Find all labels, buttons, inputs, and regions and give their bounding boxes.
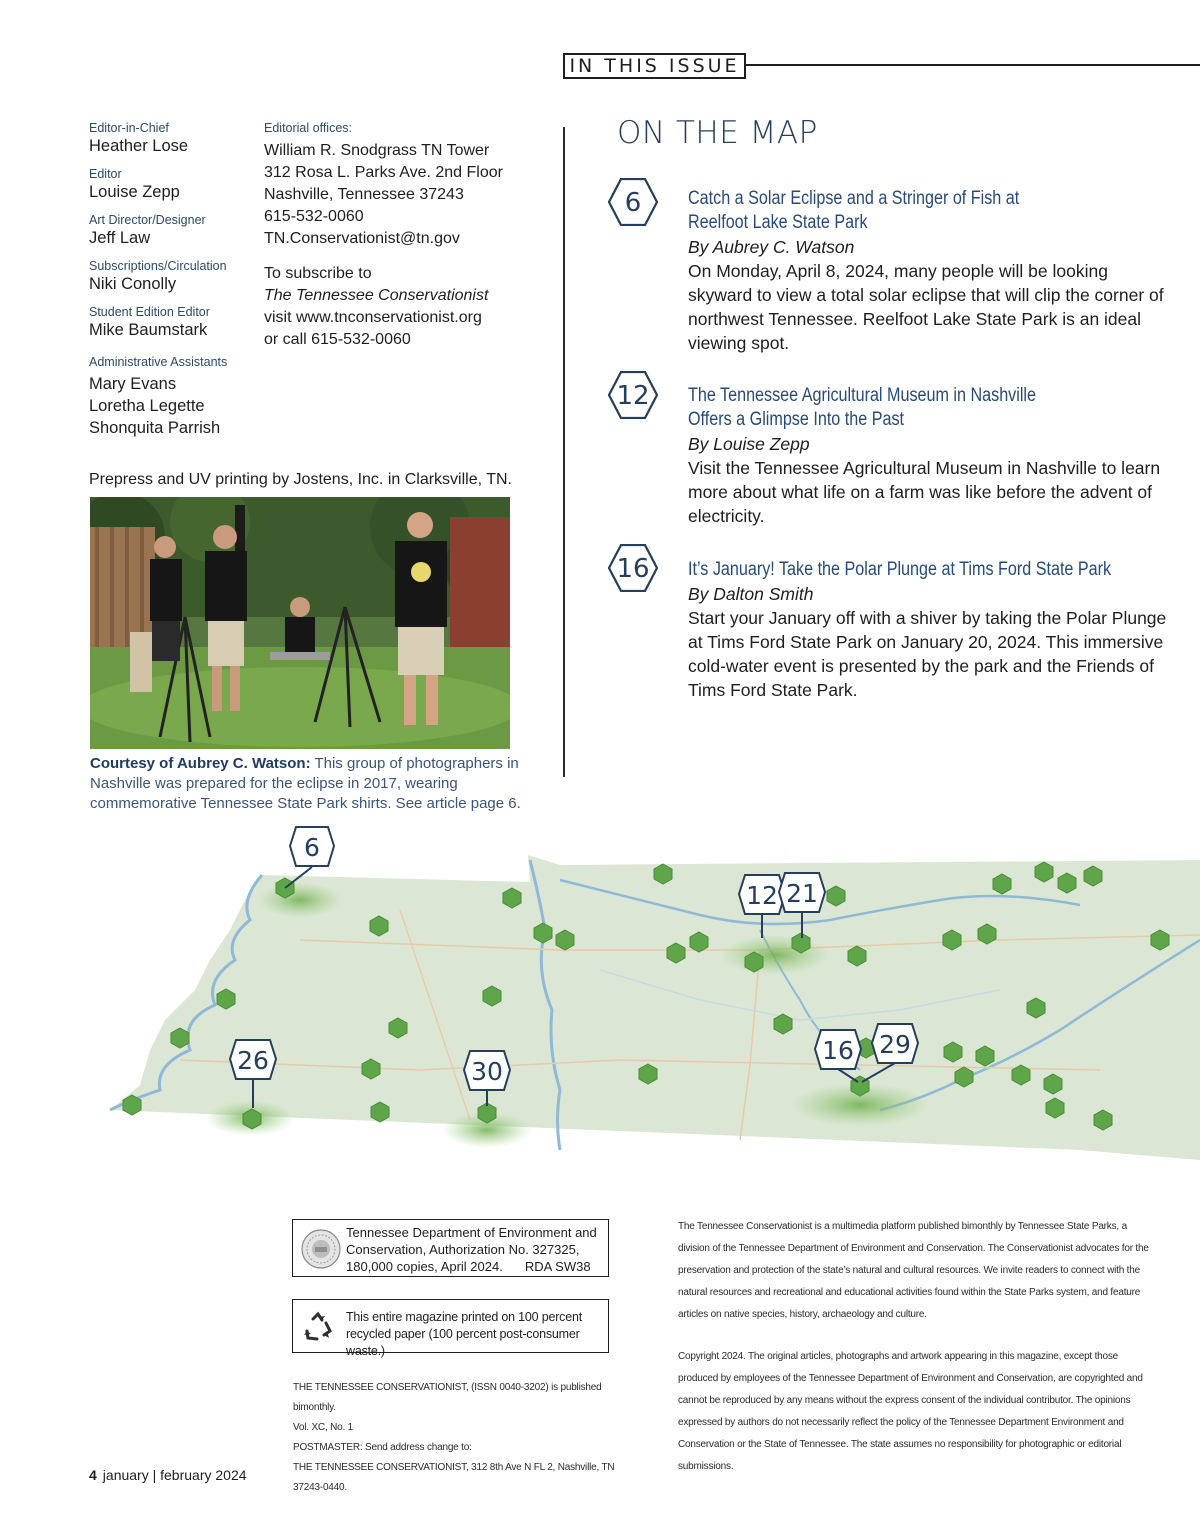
eclipse-photographers-photo [90, 497, 510, 749]
office-email[interactable]: TN.Conservationist@tn.gov [264, 230, 460, 247]
postal-information [293, 1378, 623, 1498]
rda-code: RDA SW38 [524, 1259, 591, 1274]
publication-statement [678, 1216, 1158, 1498]
recycled-paper-box [292, 1299, 609, 1358]
masthead-editor-in-chief [89, 121, 259, 157]
article-entry[interactable] [608, 178, 1168, 355]
masthead-admin-assistants [89, 355, 259, 439]
map-marker-label: 16 [822, 1036, 854, 1065]
tennessee-state-parks-map [0, 820, 1200, 1180]
role-label: Editor-in-Chief [89, 121, 169, 135]
editorial-offices [264, 121, 544, 351]
article-title[interactable]: Catch a Solar Eclipse and a Stringer of Fish at [688, 188, 1020, 209]
subscribe-phone: or call 615-532-0060 [264, 331, 411, 348]
authorization-line: Conservation, Authorization No. 327325, [346, 1242, 580, 1257]
office-address-line: Nashville, Tennessee 37243 [264, 186, 464, 203]
staff-name: Heather Lose [89, 137, 189, 155]
about-paragraph: The Tennessee Conservationist is a multimedia platform published bimonthly by Tennessee State Parks, a division of the Tennessee Department of Environment and Conservation. The Conservationist advocates for the preservation and protection of the state’s natural and cultural resources. We invite readers to connect with the natural resources and recreational and educational activities found within the State Parks system, and feature articles on native species, history, archaeology and culture. [678, 1221, 1149, 1320]
page-number: 6 [624, 188, 642, 218]
authorization-text [346, 1224, 606, 1275]
recycled-line: This entire magazine printed on 100 percent [346, 1310, 582, 1324]
role-label: Editor [89, 167, 122, 181]
role-label: Subscriptions/Circulation [89, 259, 227, 273]
postal-line: THE TENNESSEE CONSERVATIONIST, 312 8th Ave N FL 2, Nashville, TN 37243-0440. [293, 1462, 615, 1493]
offices-label: Editorial offices: [264, 121, 353, 135]
page-folio [89, 1467, 247, 1483]
article-title[interactable]: The Tennessee Agricultural Museum in Nashville [688, 385, 1037, 406]
recycled-line: recycled paper (100 percent post-consumer waste.) [346, 1327, 580, 1358]
header-rule [745, 64, 1200, 66]
postal-line: POSTMASTER: Send address change to: [293, 1442, 472, 1453]
map-marker-label: 21 [786, 879, 818, 908]
map-marker-label: 29 [879, 1030, 911, 1059]
postal-line: Vol. XC, No. 1 [293, 1422, 354, 1433]
photo-caption-text: This group of photographers in Nashville was prepared for the eclipse in 2017, wearing commemorative Tennessee State Park shirts. See article page 6. [90, 755, 521, 812]
subscribe-line: To subscribe to [264, 265, 372, 282]
article-title-line2[interactable]: Offers a Glimpse Into the Past [688, 409, 905, 430]
page-number: 12 [616, 381, 650, 411]
state-seal-icon [301, 1229, 341, 1269]
staff-name: Mike Baumstark [89, 321, 208, 339]
folio-page-number: 4 [89, 1467, 97, 1483]
on-the-map-title: ON THE MAP [617, 115, 818, 151]
article-title[interactable]: It’s January! Take the Polar Plunge at Tims Ford State Park [688, 559, 1112, 580]
authorization-line: Tennessee Department of Environment and [346, 1225, 597, 1240]
article-entry[interactable] [608, 371, 1168, 528]
staff-name: Loretha Legette [89, 397, 205, 415]
article-title-line2[interactable]: Reelfoot Lake State Park [688, 212, 868, 233]
magazine-name: The Tennessee Conservationist [264, 287, 489, 304]
authorization-line [346, 1258, 606, 1275]
in-this-issue-label: IN THIS ISSUE [563, 53, 746, 79]
role-label: Art Director/Designer [89, 213, 206, 227]
staff-name: Shonquita Parrish [89, 419, 221, 437]
map-marker-label: 26 [237, 1046, 269, 1075]
article-summary: On Monday, April 8, 2024, many people will be looking skyward to view a total solar eclipse that will clip the corner of northwest Tennessee. Reelfoot Lake State Park is an ideal viewing spot. [688, 261, 1164, 353]
office-address-line: 312 Rosa L. Parks Ave. 2nd Floor [264, 164, 503, 181]
recycle-icon [302, 1311, 334, 1343]
masthead-editor [89, 167, 259, 203]
subscribe-url[interactable]: visit www.tnconservationist.org [264, 309, 482, 326]
photo-credit: Courtesy of Aubrey C. Watson: [90, 755, 311, 772]
masthead-student-editor [89, 305, 259, 341]
article-summary: Start your January off with a shiver by taking the Polar Plunge at Tims Ford State Park on January 20, 2024. This immersive cold-water event is presented by the park and the Friends of Tims Ford State Park. [688, 608, 1167, 700]
article-entry[interactable] [608, 544, 1168, 702]
page-number-badge [608, 371, 658, 419]
page-number: 16 [616, 554, 650, 584]
photo-caption [90, 754, 530, 814]
article-author: By Louise Zepp [688, 434, 810, 454]
authorization-box [292, 1219, 609, 1277]
column-divider [563, 127, 565, 777]
map-marker-label: 12 [746, 881, 778, 910]
staff-name: Louise Zepp [89, 183, 180, 201]
role-label: Administrative Assistants [89, 355, 228, 369]
article-author: By Dalton Smith [688, 584, 814, 604]
masthead [89, 121, 259, 449]
office-address-line: William R. Snodgrass TN Tower [264, 142, 490, 159]
role-label: Student Edition Editor [89, 305, 210, 319]
masthead-subscriptions [89, 259, 259, 295]
staff-name: Mary Evans [89, 375, 177, 393]
recycled-text [346, 1309, 608, 1360]
copyright-paragraph: Copyright 2024. The original articles, photographs and artwork appearing in this magazine, except those produced by employees of the Tennessee Department of Environment and Conservation, are copyrighted and cannot be reproduced by any means without the express consent of the individual contributor. The opinions expressed by authors do not necessarily reflect the policy of the Tennessee Department Environment and Conservation or the State of Tennessee. The state assumes no responsibility for photographic or editorial submissions. [678, 1351, 1143, 1472]
prepress-credit: Prepress and UV printing by Jostens, Inc. in Clarksville, TN. [89, 471, 512, 488]
article-summary: Visit the Tennessee Agricultural Museum in Nashville to learn more about what life on a farm was like before the advent of electricity. [688, 458, 1161, 526]
folio-issue: january | february 2024 [102, 1467, 247, 1483]
staff-name: Niki Conolly [89, 275, 177, 293]
map-marker-label: 6 [304, 833, 320, 862]
office-phone: 615-532-0060 [264, 208, 364, 225]
staff-name: Jeff Law [89, 229, 151, 247]
masthead-art-director [89, 213, 259, 249]
subscribe-info [264, 263, 544, 351]
copies-text: 180,000 copies, April 2024. [346, 1259, 503, 1274]
map-marker-label: 30 [471, 1057, 503, 1086]
article-author: By Aubrey C. Watson [688, 237, 855, 257]
postal-line: THE TENNESSEE CONSERVATIONIST, (ISSN 0040-3202) is published bimonthly. [293, 1382, 602, 1413]
page-number-badge [608, 544, 658, 592]
page-number-badge [608, 178, 658, 226]
